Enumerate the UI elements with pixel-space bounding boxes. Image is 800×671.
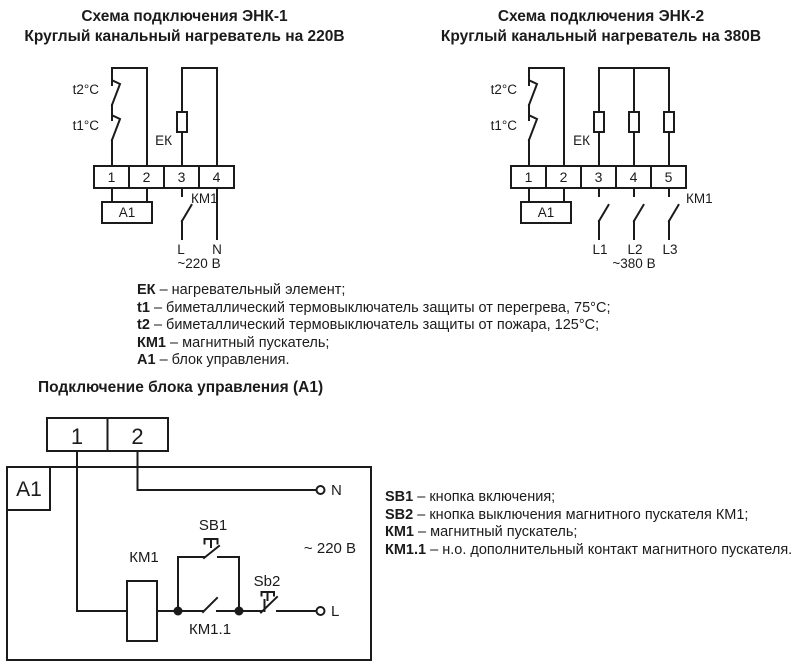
legend-desc: – блок управления. bbox=[159, 352, 290, 368]
legend-item-ek bbox=[137, 282, 610, 300]
a1-sb1-label: SB1 bbox=[198, 517, 228, 534]
legend-desc: – кнопка включения; bbox=[417, 489, 556, 505]
enk1-thermal-switch-t1 bbox=[112, 116, 120, 141]
enk2-ek-label: ЕК bbox=[573, 133, 590, 148]
enk1-title-line2: Круглый канальный нагреватель на 220В bbox=[24, 27, 345, 45]
enk2-l2-label: L2 bbox=[627, 242, 643, 257]
legend-desc: – магнитный пускатель; bbox=[170, 334, 330, 351]
enk1-diagram bbox=[73, 68, 234, 271]
enk2-diagram bbox=[491, 68, 713, 271]
enk2-terminal-4-label: 4 bbox=[629, 169, 638, 185]
legend-item-t1 bbox=[137, 300, 610, 318]
enk1-l-label: L bbox=[177, 242, 185, 257]
enk1-km1-blade bbox=[182, 205, 192, 221]
legend-item-km1 bbox=[137, 335, 610, 353]
a1-n-terminal bbox=[317, 486, 325, 494]
enk1-km1-label: КМ1 bbox=[191, 191, 218, 206]
enk2-thermal-switch-t2 bbox=[529, 81, 537, 106]
a1-section-title: Подключение блока управления (А1) bbox=[38, 379, 324, 396]
legend-item-a1 bbox=[137, 352, 610, 370]
enk1-title-line1: Схема подключения ЭНК-1 bbox=[81, 8, 288, 25]
legend-term: SB1 bbox=[385, 489, 414, 505]
enk1-ek-element bbox=[177, 112, 187, 132]
enk2-km1-stubs bbox=[599, 188, 669, 196]
legend-desc: – биметаллический термовыключатель защиты от пожара, 125°С; bbox=[153, 317, 600, 333]
enk2-a1-wires bbox=[529, 188, 564, 202]
a1-block-diagram bbox=[7, 418, 371, 660]
enk1-n-label: N bbox=[212, 242, 222, 257]
enk2-voltage-label: ~380 В bbox=[612, 256, 656, 271]
legend-item-sb2 bbox=[385, 507, 792, 525]
enk1-a1-label: А1 bbox=[118, 205, 136, 220]
enk2-terminal-3-label: 3 bbox=[594, 169, 603, 185]
legend-item-t2 bbox=[137, 317, 610, 335]
legend-desc: – кнопка выключения магнитного пускателя КМ1; bbox=[417, 506, 749, 523]
a1-n-label: N bbox=[331, 482, 342, 499]
a1-terminal-2-label: 2 bbox=[131, 424, 144, 449]
a1-l-terminal bbox=[317, 607, 325, 615]
enk2-supply-wires bbox=[599, 221, 669, 239]
legend-term: t1 bbox=[137, 299, 150, 316]
enk2-a1-label: А1 bbox=[537, 205, 555, 220]
legend-term: ЕК bbox=[137, 282, 156, 298]
enk2-l1-label: L1 bbox=[592, 242, 608, 257]
enk2-km1-blades bbox=[599, 205, 679, 221]
a1-l-label: L bbox=[331, 603, 340, 620]
enk1-t2-label: t2°С bbox=[72, 82, 99, 97]
a1-km1-coil-label: КМ1 bbox=[129, 549, 159, 566]
enk1-terminal-1-label: 1 bbox=[107, 169, 116, 185]
a1-legend bbox=[385, 489, 792, 559]
enk1-terminal-2-label: 2 bbox=[142, 169, 151, 185]
a1-voltage-label: ~ 220 В bbox=[303, 540, 357, 557]
a1-sb2-label: Sb2 bbox=[253, 573, 281, 590]
legend-term: t2 bbox=[137, 317, 150, 333]
legend-item-sb1 bbox=[385, 489, 792, 507]
legend-term: SB2 bbox=[385, 506, 414, 523]
legend-term: КМ1 bbox=[385, 524, 414, 540]
enk1-t1-label: t1°С bbox=[72, 118, 99, 133]
enk2-ek2-element bbox=[629, 112, 639, 132]
enk2-title-line2: Круглый канальный нагреватель на 380В bbox=[440, 27, 762, 45]
enk1-terminal-3-label: 3 bbox=[177, 169, 186, 185]
legend-item-km11 bbox=[385, 542, 792, 560]
enk2-terminal-1-label: 1 bbox=[524, 169, 533, 185]
enk2-ek1-element bbox=[594, 112, 604, 132]
enk2-t1-label: t1°С bbox=[490, 118, 517, 133]
enk2-title-line1: Схема подключения ЭНК-2 bbox=[497, 8, 705, 25]
legend-term: КМ1 bbox=[137, 334, 166, 351]
a1-km11-label: КМ1.1 bbox=[188, 621, 232, 638]
enk2-terminal-5-label: 5 bbox=[664, 169, 673, 185]
enk1-voltage-label: ~220 В bbox=[177, 256, 221, 271]
legend-desc: – н.о. дополнительный контакт магнитного пускателя. bbox=[430, 541, 793, 558]
legend-desc: – магнитный пускатель; bbox=[418, 524, 578, 540]
enk2-l3-label: L3 bbox=[662, 242, 678, 257]
enk1-thermal-switch-t2 bbox=[112, 81, 120, 106]
legend-item-km1 bbox=[385, 524, 792, 542]
legend-desc: – нагревательный элемент; bbox=[159, 282, 346, 298]
legend-desc: – биметаллический термовыключатель защиты от перегрева, 75°С; bbox=[153, 299, 611, 316]
a1-terminal-1-label: 1 bbox=[70, 424, 84, 449]
enk2-terminal-2-label: 2 bbox=[559, 169, 568, 185]
enk2-thermal-switch-t1 bbox=[529, 116, 537, 141]
enk2-t2-label: t2°С bbox=[490, 82, 517, 97]
enk1-terminal-4-label: 4 bbox=[212, 169, 221, 185]
enk2-km1-label: КМ1 bbox=[686, 191, 713, 206]
enk2-ek3-element bbox=[664, 112, 674, 132]
legend-term: КМ1.1 bbox=[385, 541, 427, 558]
enk1-ek-label: ЕК bbox=[155, 133, 172, 148]
enk1-a1-wires bbox=[112, 188, 147, 202]
components-legend bbox=[137, 282, 610, 370]
legend-term: А1 bbox=[137, 352, 156, 368]
a1-km1-coil bbox=[127, 581, 157, 641]
a1-corner-label: А1 bbox=[16, 478, 42, 501]
